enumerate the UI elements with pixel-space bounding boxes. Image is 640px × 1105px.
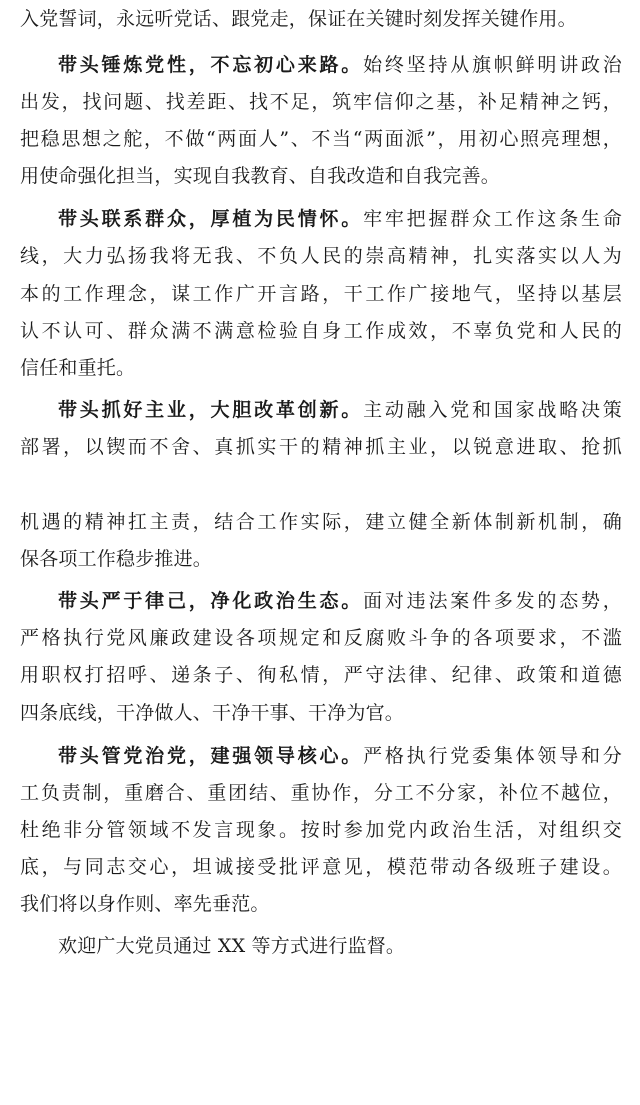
text-line-8: 本的工作理念，谋工作广开言路，干工作广接地气，坚持以基层: [20, 283, 622, 305]
text-line-10: 信任和重托。: [20, 357, 136, 379]
section-heading-4: 带头严于律己，净化政治生态。: [58, 590, 364, 612]
text-line-18: 四条底线，干净做人、干净干事、干净为官。: [20, 702, 405, 724]
section-heading-2: 带头联系群众，厚植为民情怀。: [58, 208, 364, 230]
text-line-23: 我们将以身作则、率先垂范。: [20, 893, 270, 915]
text-line-9: 认不认可、群众满不满意检验自身工作成效，不辜负党和人民的: [20, 320, 622, 342]
text-line-14: 保各项工作稳步推进。: [20, 548, 213, 570]
text-line-16: 严格执行党风廉政建设各项规定和反腐败斗争的各项要求，不滥: [20, 627, 622, 649]
text-line-5: 用使命强化担当，实现自我教育、自我改造和自我完善。: [20, 165, 501, 187]
text-line-1: 入党誓词，永远听党话、跟党走，保证在关键时刻发挥关键作用。: [20, 8, 577, 30]
text-line-6: 带头联系群众，厚植为民情怀。牢牢把握群众工作这条生命: [58, 208, 622, 230]
text-line-11: 带头抓好主业，大胆改革创新。主动融入党和国家战略决策: [58, 399, 622, 421]
text-line-7: 线，大力弘扬我将无我、不负人民的崇高精神，扎实落实以人为: [20, 245, 622, 267]
text-line-4: 把稳思想之舵，不做“两面人”、不当“两面派”，用初心照亮理想，: [20, 128, 622, 150]
text-line-12: 部署，以锲而不舍、真抓实干的精神抓主业，以锐意进取、抢抓: [20, 436, 622, 458]
text-line-19: 带头管党治党，建强领导核心。严格执行党委集体领导和分: [58, 745, 622, 767]
text-line-17: 用职权打招呼、递条子、徇私情，严守法律、纪律、政策和道德: [20, 664, 622, 686]
text-line-22: 底，与同志交心，坦诚接受批评意见，模范带动各级班子建设。: [20, 856, 622, 878]
section-heading-5: 带头管党治党，建强领导核心。: [58, 745, 364, 767]
text-line-3: 出发，找问题、找差距、找不足，筑牢信仰之基，补足精神之钙，: [20, 91, 622, 113]
text-line-24: 欢迎广大党员通过 XX 等方式进行监督。: [58, 935, 406, 957]
text-line-20: 工负责制，重磨合、重团结、重协作，分工不分家，补位不越位，: [20, 782, 622, 804]
text-line-13: 机遇的精神扛主责，结合工作实际，建立健全新体制新机制，确: [20, 511, 622, 533]
text-line-2: 带头锤炼党性，不忘初心来路。始终坚持从旗帜鲜明讲政治: [58, 54, 622, 76]
text-line-21: 杜绝非分管领域不发言现象。按时参加党内政治生活，对组织交: [20, 819, 622, 841]
text-line-15: 带头严于律己，净化政治生态。面对违法案件多发的态势，: [58, 590, 622, 612]
section-heading-1: 带头锤炼党性，不忘初心来路。: [58, 54, 364, 76]
section-heading-3: 带头抓好主业，大胆改革创新。: [58, 399, 364, 421]
